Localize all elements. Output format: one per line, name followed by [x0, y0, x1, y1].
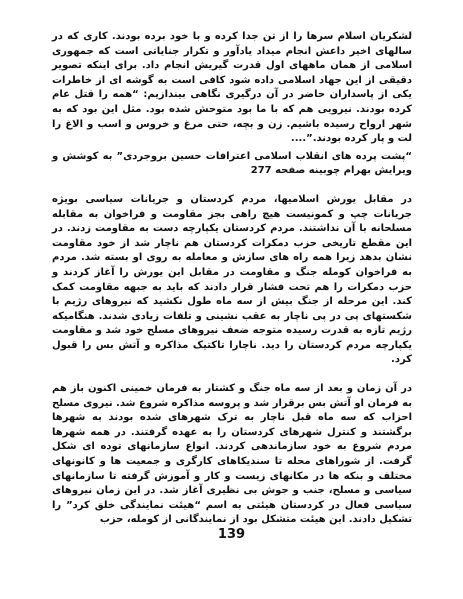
paragraph-gap: [52, 179, 412, 193]
paragraph-3: در آن زمان و بعد از سه ماه جنگ و کشتار به فرمان خمینی اکنون باز هم به فرمان او آتش بس برقرار شد و پروسه مذاکره شروع شد. نیروی مسلح احزاب که سه ماه قبل ناچار به ترک شهرهای شده بودند به شهرها برگشتند و کنترل شهرهای کردستان را به عهده گرفتند. در همه شهرها مردم شروع به خود سازماندهی کردند. انواع سازمانهای توده ای شکل گرفت. از شوراهای محله تا سندیکاهای کارگری و جمعیت ها و کانونهای مختلف و بنکه ها در مکانهای زیست و کار و آموزش گرفته تا سازمانهای سیاسی و مسلح، جنب و جوش بی نظیری آغاز شد. در این زمان نیروهای سیاسی فعال در کردستان هیئتی به اسم “هیئت نمایندگی خلق کرد” را تشکیل دادند. این هیئت متشکل بود از نمایندگانی از کومله، حزب: [52, 383, 412, 526]
paragraph-2: در مقابل یورش اسلامیها، مردم کردستان و جریانات سیاسی بویژه جریانات چپ و کمونیست هیچ راهی بجز مقاومت و فراخوان به مقابله مسلحانه با آن نداشتند. مردم کردستان یکپارچه دست به مقاومت زدند. در این مقطع تاریخی حزب دمکرات کردستان هم ناچار شد از خود مقاومت نشان بدهد زیرا همه راه های سازش و معامله به روی او بسته شد. مردم به فراخوان کومله جنگ و مقاومت در مقابل این یورش را آغاز کردند و حزب دمکرات را هم تحت فشار قرار دادند که باید به جبهه مقاومت کمک کند. این مرحله از جنگ بیش از سه ماه طول نکشید که نیروهای رژیم با شکستهای پی در پی ناچار به عقب نشینی و تلفات زیادی شدند. هنگامیکه رژیم تازه به قدرت رسیده متوجه ضعف نیروهای مسلح خود شد و مقاومت یکپارچه مردم کردستان را دید. ناچارا تاکتیک مذاکره و آتش بس را قبول کرد.: [52, 193, 412, 366]
citation-paragraph: “پشت پرده های انقلاب اسلامی اعترافات حسین بروجردی” به کوشش و ویرایش بهرام چوبینه صفحه 277: [52, 150, 412, 177]
page-number: 139: [217, 527, 246, 542]
document-body: [52, 30, 412, 528]
paragraph-1: لشکریان اسلام سرها را از تن جدا کرده و با خود برده بودند. کاری که در سالهای اخیر داعش انجام میداد یادآور و تکرار جنایاتی است که جمهوری اسلامی از همان ماههای اول قدرت گیریش انجام داد. برای اینکه تصویر دقیقی از این جهاد اسلامی داده شود کافی است به گوشه ای از خاطرات یکی از پاسداران حاضر در آن درگیری نگاهی بیندازیم: “همه را قتل عام کرده بودند. نیرویی هم که با ما بود متوحش شده بود. مثل این بود که به شهر ارواح رسیده باشیم. زن و بچه، حتی مرغ و خروس و اسب و الاغ را لت و پار کرده بودند.”....: [52, 31, 412, 145]
paragraph-gap: [52, 368, 412, 382]
